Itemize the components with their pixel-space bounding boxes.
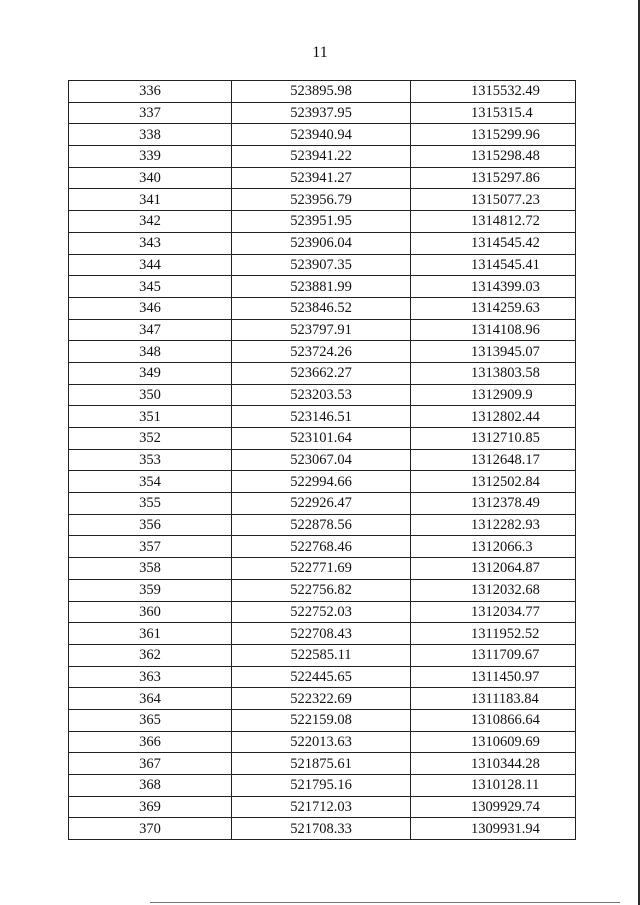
x-coordinate-cell: 523724.26 [232,341,411,363]
x-coordinate-cell: 522322.69 [232,688,411,710]
point-number-cell: 356 [69,514,232,536]
y-coordinate-cell: 1315297.86 [411,167,576,189]
y-coordinate-cell: 1312502.84 [411,471,576,493]
table-row [69,536,576,558]
table-row [69,471,576,493]
point-number-cell: 347 [69,319,232,341]
point-number-cell: 366 [69,731,232,753]
point-number-cell: 337 [69,102,232,124]
point-number-cell: 358 [69,558,232,580]
x-coordinate-cell: 523846.52 [232,297,411,319]
point-number-cell: 338 [69,124,232,146]
y-coordinate-cell: 1314108.96 [411,319,576,341]
x-coordinate-cell: 522708.43 [232,623,411,645]
y-coordinate-cell: 1312066.3 [411,536,576,558]
point-number-cell: 369 [69,796,232,818]
table-row [69,146,576,168]
table-row [69,449,576,471]
y-coordinate-cell: 1311183.84 [411,688,576,710]
point-number-cell: 368 [69,775,232,797]
x-coordinate-cell: 523895.98 [232,81,411,103]
point-number-cell: 345 [69,276,232,298]
y-coordinate-cell: 1309929.74 [411,796,576,818]
x-coordinate-cell: 521875.61 [232,753,411,775]
point-number-cell: 351 [69,406,232,428]
x-coordinate-cell: 523906.04 [232,232,411,254]
coordinates-table [68,80,576,840]
x-coordinate-cell: 523956.79 [232,189,411,211]
y-coordinate-cell: 1312802.44 [411,406,576,428]
y-coordinate-cell: 1312034.77 [411,601,576,623]
table-row [69,124,576,146]
x-coordinate-cell: 522013.63 [232,731,411,753]
table-row [69,341,576,363]
x-coordinate-cell: 522994.66 [232,471,411,493]
table-row [69,579,576,601]
x-coordinate-cell: 522926.47 [232,493,411,515]
point-number-cell: 364 [69,688,232,710]
x-coordinate-cell: 523067.04 [232,449,411,471]
x-coordinate-cell: 523101.64 [232,428,411,450]
table-row [69,167,576,189]
point-number-cell: 365 [69,709,232,731]
y-coordinate-cell: 1311450.97 [411,666,576,688]
table-row [69,731,576,753]
y-coordinate-cell: 1315077.23 [411,189,576,211]
table-row [69,775,576,797]
point-number-cell: 370 [69,818,232,840]
x-coordinate-cell: 523662.27 [232,362,411,384]
point-number-cell: 339 [69,146,232,168]
table-row [69,297,576,319]
table-row [69,666,576,688]
x-coordinate-cell: 521708.33 [232,818,411,840]
table-row [69,406,576,428]
point-number-cell: 359 [69,579,232,601]
point-number-cell: 354 [69,471,232,493]
table-row [69,189,576,211]
point-number-cell: 360 [69,601,232,623]
table-row [69,818,576,840]
x-coordinate-cell: 522771.69 [232,558,411,580]
y-coordinate-cell: 1314812.72 [411,211,576,233]
table-row [69,623,576,645]
x-coordinate-cell: 523797.91 [232,319,411,341]
table-row [69,232,576,254]
x-coordinate-cell: 523940.94 [232,124,411,146]
table-row [69,709,576,731]
x-coordinate-cell: 523941.22 [232,146,411,168]
x-coordinate-cell: 522159.08 [232,709,411,731]
table-row [69,362,576,384]
y-coordinate-cell: 1312282.93 [411,514,576,536]
point-number-cell: 343 [69,232,232,254]
y-coordinate-cell: 1310866.64 [411,709,576,731]
point-number-cell: 346 [69,297,232,319]
point-number-cell: 348 [69,341,232,363]
table-row [69,319,576,341]
y-coordinate-cell: 1312064.87 [411,558,576,580]
y-coordinate-cell: 1314399.03 [411,276,576,298]
x-coordinate-cell: 523203.53 [232,384,411,406]
y-coordinate-cell: 1312378.49 [411,493,576,515]
coordinates-table-body [69,81,576,840]
scan-edge-bottom [150,902,620,903]
point-number-cell: 341 [69,189,232,211]
y-coordinate-cell: 1309931.94 [411,818,576,840]
table-row [69,384,576,406]
point-number-cell: 349 [69,362,232,384]
table-row [69,644,576,666]
point-number-cell: 350 [69,384,232,406]
table-row [69,254,576,276]
table-row [69,102,576,124]
y-coordinate-cell: 1311952.52 [411,623,576,645]
y-coordinate-cell: 1313945.07 [411,341,576,363]
x-coordinate-cell: 522752.03 [232,601,411,623]
point-number-cell: 344 [69,254,232,276]
x-coordinate-cell: 522585.11 [232,644,411,666]
point-number-cell: 352 [69,428,232,450]
y-coordinate-cell: 1312648.17 [411,449,576,471]
table-row [69,428,576,450]
y-coordinate-cell: 1314545.42 [411,232,576,254]
y-coordinate-cell: 1310344.28 [411,753,576,775]
table-row [69,211,576,233]
table-row [69,514,576,536]
y-coordinate-cell: 1310609.69 [411,731,576,753]
table-row [69,558,576,580]
x-coordinate-cell: 523951.95 [232,211,411,233]
x-coordinate-cell: 522445.65 [232,666,411,688]
x-coordinate-cell: 521795.16 [232,775,411,797]
y-coordinate-cell: 1315315.4 [411,102,576,124]
x-coordinate-cell: 523881.99 [232,276,411,298]
y-coordinate-cell: 1314259.63 [411,297,576,319]
point-number-cell: 363 [69,666,232,688]
y-coordinate-cell: 1314545.41 [411,254,576,276]
x-coordinate-cell: 523941.27 [232,167,411,189]
point-number-cell: 353 [69,449,232,471]
point-number-cell: 367 [69,753,232,775]
x-coordinate-cell: 521712.03 [232,796,411,818]
y-coordinate-cell: 1312710.85 [411,428,576,450]
point-number-cell: 362 [69,644,232,666]
x-coordinate-cell: 522768.46 [232,536,411,558]
table-row [69,688,576,710]
y-coordinate-cell: 1310128.11 [411,775,576,797]
x-coordinate-cell: 523937.95 [232,102,411,124]
table-row [69,81,576,103]
table-row [69,753,576,775]
point-number-cell: 336 [69,81,232,103]
point-number-cell: 361 [69,623,232,645]
y-coordinate-cell: 1315299.96 [411,124,576,146]
point-number-cell: 357 [69,536,232,558]
x-coordinate-cell: 522878.56 [232,514,411,536]
y-coordinate-cell: 1313803.58 [411,362,576,384]
x-coordinate-cell: 523907.35 [232,254,411,276]
table-row [69,276,576,298]
y-coordinate-cell: 1311709.67 [411,644,576,666]
y-coordinate-cell: 1315532.49 [411,81,576,103]
x-coordinate-cell: 523146.51 [232,406,411,428]
x-coordinate-cell: 522756.82 [232,579,411,601]
y-coordinate-cell: 1312909.9 [411,384,576,406]
y-coordinate-cell: 1312032.68 [411,579,576,601]
table-row [69,796,576,818]
table-row [69,493,576,515]
table-row [69,601,576,623]
page-number: 11 [312,44,328,61]
y-coordinate-cell: 1315298.48 [411,146,576,168]
point-number-cell: 342 [69,211,232,233]
point-number-cell: 340 [69,167,232,189]
point-number-cell: 355 [69,493,232,515]
